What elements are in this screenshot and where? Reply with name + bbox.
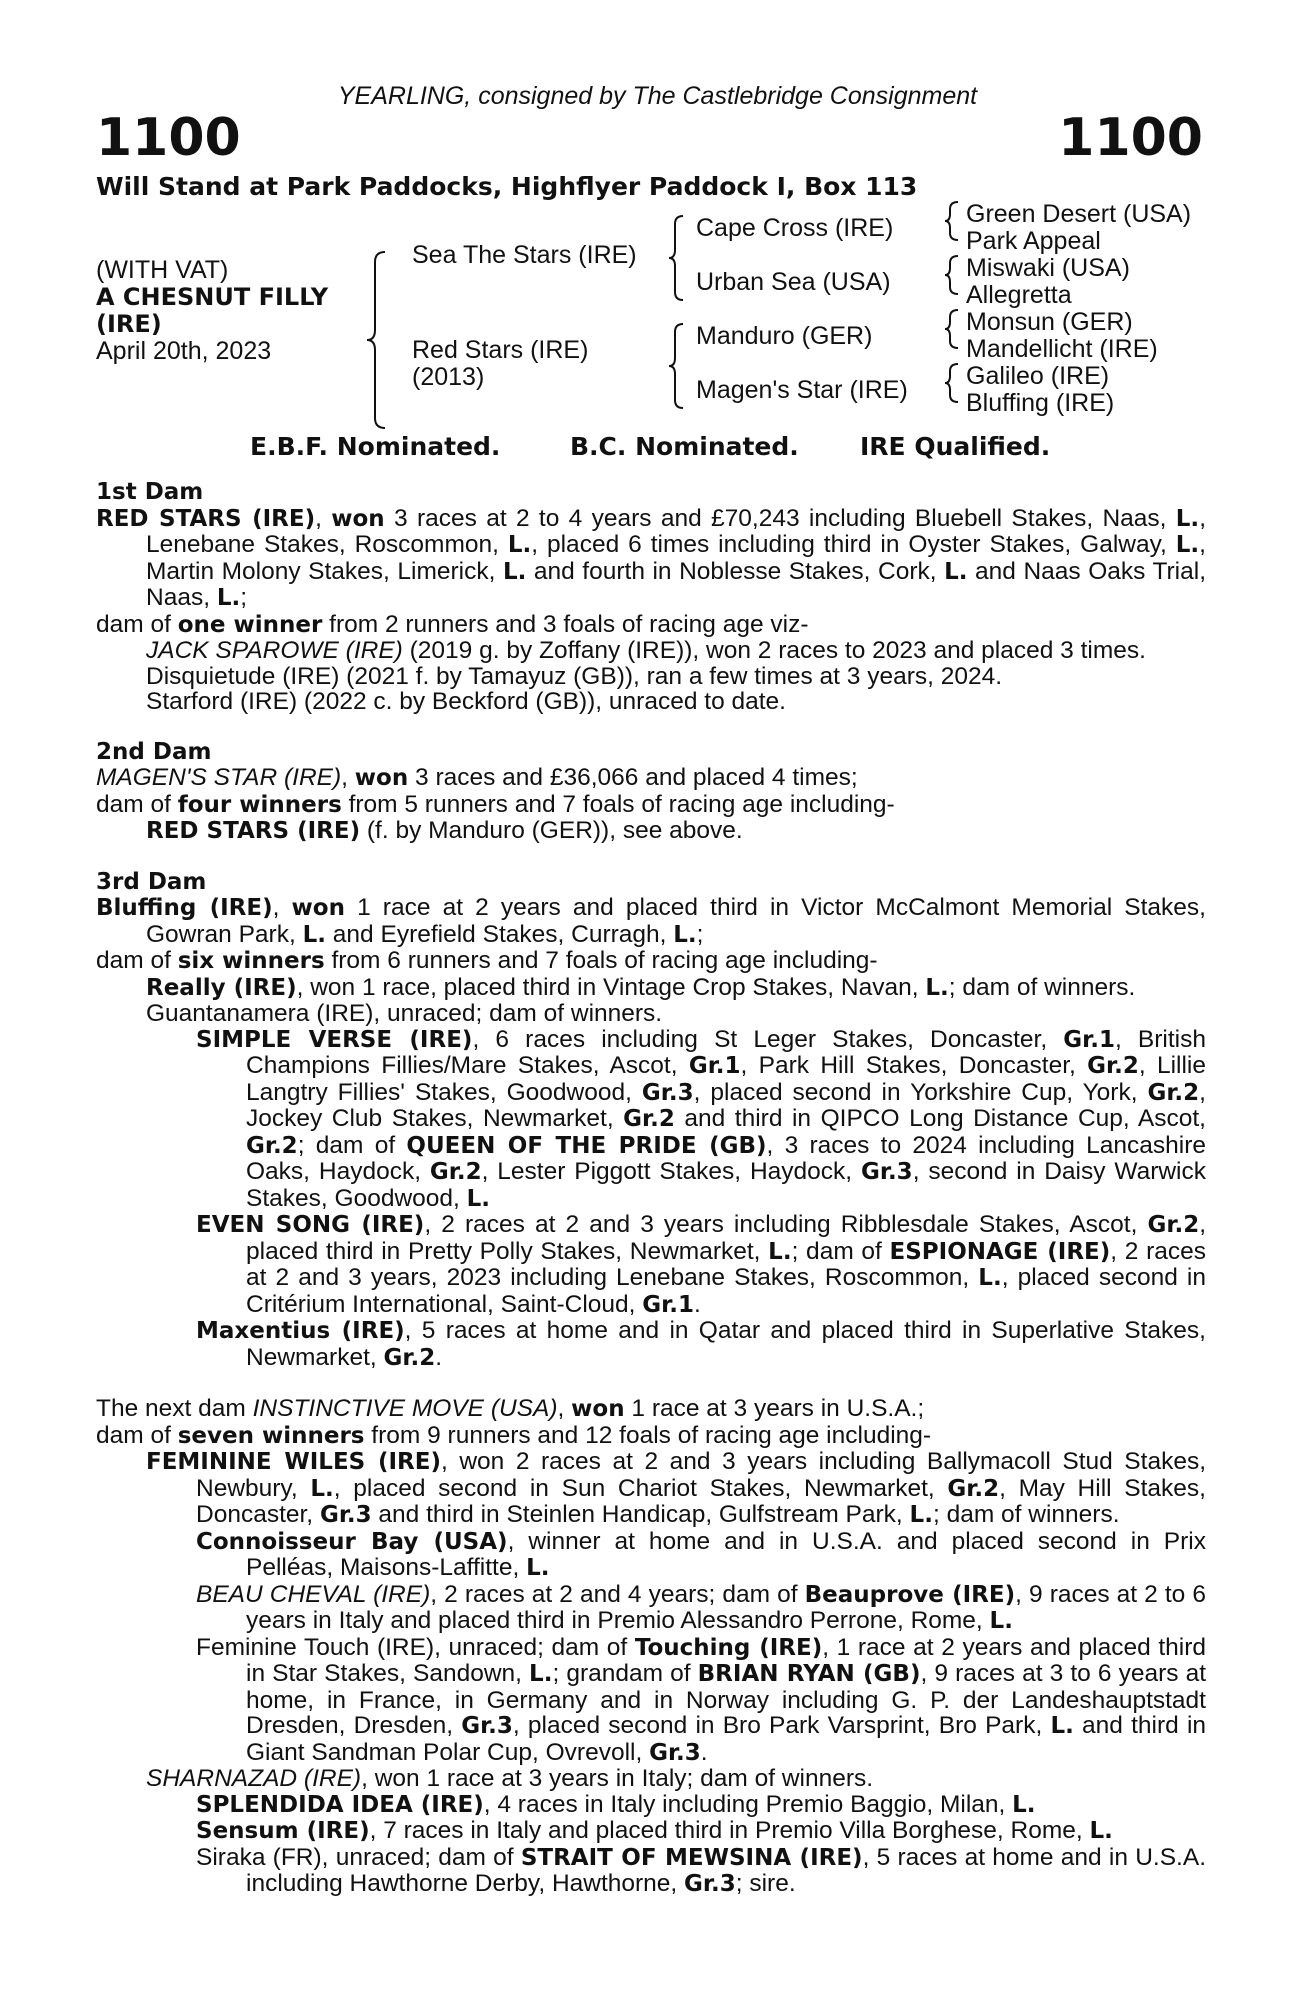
produce-item (96, 1212, 1206, 1318)
produce-item (96, 1027, 1206, 1213)
winners-count: one winner (177, 611, 323, 638)
won-label: won (571, 1396, 625, 1422)
group-mark: Gr.2 (383, 1344, 436, 1371)
dam-name: Red Stars (IRE) (412, 336, 589, 364)
produce-item (96, 1845, 1206, 1898)
produce-name: ESPIONAGE (IRE) (889, 1238, 1111, 1265)
vat-label: (WITH VAT) (96, 256, 229, 284)
text: , May Hill Stakes, Doncaster, (196, 1474, 1206, 1528)
text: , Park Hill Stakes, Doncaster, (740, 1052, 1088, 1079)
text: dam of (96, 947, 178, 974)
listed-mark: L. (944, 558, 968, 585)
text: ; sire. (735, 1870, 796, 1897)
sire-dam-name: Urban Sea (USA) (696, 268, 891, 296)
horse-name-country: (IRE) (96, 310, 162, 338)
ancestor-6: Mandellicht (IRE) (966, 335, 1158, 363)
listed-mark: L. (673, 921, 697, 948)
text: , British Champions Fillies/Mare Stakes, Ascot, (246, 1025, 1206, 1079)
pedigree-brackets (0, 0, 1315, 460)
next-dam-produce-summary (96, 1423, 1206, 1450)
text: , 2 races at 2 and 3 years, 2023 including Lenebane Stakes, Roscommon, (246, 1237, 1206, 1291)
listed-mark: L. (216, 585, 241, 611)
produce-name: SPLENDIDA IDEA (IRE) (196, 1791, 484, 1818)
ancestor-5: Monsun (GER) (966, 308, 1133, 336)
bracket-g2 (945, 256, 958, 294)
text: 3 races at 2 to 4 years and £70,243 including Bluebell Stakes, Naas, (384, 504, 1176, 532)
produce-name: BRIAN RYAN (GB) (697, 1661, 921, 1687)
group-mark: Gr.1 (1063, 1026, 1115, 1053)
ancestor-4: Allegretta (966, 281, 1072, 309)
text: . (693, 1290, 701, 1318)
listed-mark: L. (310, 1475, 334, 1502)
text: ; dam of (297, 1131, 407, 1159)
produce-item (96, 1582, 1206, 1635)
text: from 5 runners and 7 foals of racing age including- (341, 790, 895, 818)
group-mark: Gr.2 (1147, 1079, 1200, 1106)
sale-subtitle: YEARLING, consigned by The Castlebridge Consignment (337, 82, 978, 110)
text: , 9 races at 2 to 6 years in Italy and placed third in Premio Alessandro Perrone, Rome, (246, 1580, 1206, 1634)
text: and third in QIPCO Long Distance Cup, Ascot, (674, 1105, 1206, 1132)
text: , placed second in Yorkshire Cup, York, (693, 1078, 1148, 1106)
won-label: won (354, 765, 409, 791)
third-dam-record: Bluffing (IRE), won 1 race at 2 years and placed third in Victor McCalmont Memorial Stakes, Gowran Park, L. and Eyrefield Stakes, Curragh, L.; (96, 894, 1206, 948)
text: Feminine Touch (IRE), unraced; dam of (196, 1633, 635, 1661)
text: and third in Giant Sandman Polar Cup, Ovrevoll, (246, 1712, 1207, 1766)
text: , 2 races at 2 and 3 years including Ribblesdale Stakes, Ascot, (424, 1211, 1148, 1238)
bracket-dam (669, 324, 683, 408)
ancestor-8: Bluffing (IRE) (966, 389, 1115, 417)
text: , placed second in Sun Chariot Stakes, Newmarket, (333, 1474, 948, 1502)
first-dam-name: RED STARS (IRE) (96, 505, 316, 532)
group-mark: Gr.3 (319, 1502, 372, 1528)
text: ; (696, 920, 704, 948)
listed-mark: L. (1175, 505, 1200, 532)
text: and fourth in Noblesse Stakes, Cork, (526, 557, 945, 585)
text: , second in Daisy Warwick Stakes, Goodwood, (246, 1158, 1206, 1212)
text: (2019 g. by Zoffany (IRE)), won 2 races to 2023 and placed 3 times. (402, 637, 1146, 664)
produce-name: Sensum (IRE) (196, 1818, 370, 1844)
produce-item (96, 1529, 1206, 1582)
ancestor-3: Miswaki (USA) (966, 254, 1130, 282)
spacer (96, 845, 1206, 870)
text: (f. by Manduro (GER)), see above. (360, 817, 743, 844)
text: ; (240, 584, 248, 611)
produce-name: BEAU CHEVAL (IRE) (196, 1580, 431, 1608)
text: , 9 races at 3 to 6 years at home, in France, in Germany and in Norway including G. P. der Landeshauptstadt Dresden, Dresden, (246, 1660, 1206, 1739)
bracket-g1 (945, 202, 958, 240)
group-mark: Gr.2 (1087, 1053, 1139, 1079)
produce-name: RED STARS (IRE) (146, 818, 361, 844)
text: dam of (96, 1421, 178, 1449)
text: , Lillie Langtry Fillies' Stakes, Goodwood, (246, 1052, 1206, 1106)
text: , 1 race at 2 years and placed third in Star Stakes, Sandown, (246, 1633, 1206, 1687)
bracket-sire (669, 216, 683, 300)
group-mark: Gr.2 (623, 1106, 675, 1132)
produce-item (96, 1792, 1206, 1819)
bracket-main (367, 252, 385, 428)
text: , placed second in Bro Park Varsprint, Bro Park, (512, 1712, 1051, 1739)
text: , placed 6 times including third in Oyster Stakes, Galway, (531, 531, 1176, 558)
text: , 7 races in Italy and placed third in Premio Villa Borghese, Rome, (369, 1817, 1090, 1844)
produce-name: EVEN SONG (IRE) (196, 1212, 425, 1238)
group-mark: Gr.3 (641, 1079, 694, 1106)
listed-mark: L. (526, 1555, 550, 1581)
spacer (96, 715, 1206, 740)
text: , Lenebane Stakes, Roscommon, (146, 504, 1206, 558)
produce-name: JACK SPAROWE (IRE) (146, 637, 403, 664)
listed-mark: L. (466, 1185, 491, 1212)
text: dam of (96, 610, 178, 638)
text: , 3 races to 2024 including Lancashire Oaks, Haydock, (246, 1131, 1206, 1185)
text: , won 1 race at 3 years in Italy; dam of winners. (361, 1765, 874, 1792)
produce-name: Touching (IRE) (634, 1634, 823, 1661)
second-dam-produce-summary (96, 792, 1206, 819)
listed-mark: L. (529, 1661, 553, 1687)
catalogue-body (96, 480, 1206, 1898)
text: , placed third in Pretty Polly Stakes, Newmarket, (246, 1211, 1207, 1265)
ancestor-2: Park Appeal (966, 227, 1101, 255)
winners-count: seven winners (177, 1422, 365, 1449)
group-mark: Gr.2 (947, 1475, 1000, 1502)
listed-mark: L. (925, 974, 949, 1001)
won-label: won (331, 505, 385, 532)
ebf-nomination: E.B.F. Nominated. (250, 432, 501, 461)
produce-item (96, 1818, 1206, 1845)
produce-name: Beauprove (IRE) (804, 1581, 1016, 1608)
second-dam-name: MAGEN'S STAR (IRE) (96, 764, 342, 791)
horse-name: A CHESNUT FILLY (96, 283, 329, 311)
produce-item (96, 1449, 1206, 1529)
won-label: won (291, 895, 345, 921)
produce-item (96, 818, 1206, 845)
text: The next dam (96, 1395, 253, 1422)
third-dam-heading: 3rd Dam (96, 868, 207, 895)
winners-count: six winners (177, 948, 325, 974)
first-dam-produce-summary (96, 612, 1206, 639)
produce-item: Starford (IRE) (2022 c. by Beckford (GB)), unraced to date. (146, 688, 786, 715)
listed-mark: L. (1050, 1713, 1074, 1739)
text: and third in Steinlen Handicap, Gulfstream Park, (371, 1501, 910, 1528)
text: from 2 runners and 3 foals of racing age viz- (322, 610, 809, 638)
dam-sire-name: Manduro (GER) (696, 322, 873, 350)
winners-count: four winners (177, 791, 342, 818)
text: from 9 runners and 12 foals of racing age including- (364, 1421, 932, 1449)
bracket-g3 (945, 310, 958, 348)
produce-name: FEMININE WILES (IRE) (146, 1449, 441, 1475)
text: , won 2 races at 2 and 3 years including Ballymacoll Stud Stakes, Newbury, (196, 1448, 1207, 1502)
second-dam-record: MAGEN'S STAR (IRE), won 3 races and £36,066 and placed 4 times; (96, 764, 858, 791)
listed-mark: L. (1175, 532, 1200, 558)
produce-name: SIMPLE VERSE (IRE) (196, 1026, 473, 1053)
text: , 2 races at 2 and 4 years; dam of (430, 1580, 805, 1608)
text: , placed second in Critérium International, Saint-Cloud, (246, 1264, 1207, 1318)
text: Siraka (FR), unraced; dam of (196, 1843, 521, 1871)
text: ; grandam of (552, 1660, 698, 1687)
text: 3 races and £36,066 and placed 4 times; (408, 764, 858, 791)
group-mark: Gr.2 (1147, 1212, 1200, 1238)
group-mark: Gr.2 (246, 1132, 298, 1159)
produce-name: QUEEN OF THE PRIDE (GB) (406, 1132, 767, 1159)
text: , Martin Molony Stakes, Limerick, (146, 531, 1206, 585)
text: , winner at home and in U.S.A. and placed second in Prix Pelléas, Maisons-Laffitte, (246, 1527, 1207, 1581)
text: , 5 races at home and in U.S.A. including Hawthorne Derby, Hawthorne, (246, 1843, 1206, 1897)
produce-item: Guantanamera (IRE), unraced; dam of winners. (146, 1000, 663, 1027)
listed-mark: L. (1012, 1791, 1036, 1818)
spacer (96, 1371, 1206, 1396)
sire-sire-name: Cape Cross (IRE) (696, 214, 894, 242)
text: 1 race at 2 years and placed third in Victor McCalmont Memorial Stakes, Gowran Park, (146, 894, 1206, 948)
stable-location: Will Stand at Park Paddocks, Highflyer Paddock I, Box 113 (96, 172, 918, 201)
bc-nomination: B.C. Nominated. (570, 432, 799, 461)
listed-mark: L. (909, 1502, 933, 1528)
text: ; dam of winners. (948, 973, 1136, 1001)
lot-number-right: 1100 (1058, 108, 1203, 168)
group-mark: Gr.3 (461, 1713, 513, 1739)
text: , Lester Piggott Stakes, Haydock, (481, 1158, 861, 1185)
listed-mark: L. (989, 1608, 1013, 1634)
text: dam of (96, 790, 178, 818)
produce-name: Really (IRE) (146, 974, 297, 1001)
group-mark: Gr.2 (429, 1159, 482, 1185)
text: , 6 races including St Leger Stakes, Doncaster, (472, 1025, 1064, 1053)
produce-name: Connoisseur Bay (USA) (196, 1528, 508, 1555)
dam-year: (2013) (412, 363, 485, 391)
next-dam-name: INSTINCTIVE MOVE (USA) (252, 1395, 558, 1422)
group-mark: Gr.3 (684, 1871, 736, 1897)
text: from 6 runners and 7 foals of racing age including- (324, 947, 878, 974)
group-mark: Gr.1 (642, 1291, 694, 1318)
group-mark: Gr.1 (688, 1053, 741, 1079)
produce-item (96, 638, 1206, 664)
produce-item: Disquietude (IRE) (2021 f. by Tamayuz (GB)), ran a few times at 3 years, 2024. (146, 662, 1003, 690)
next-dam-record: The next dam INSTINCTIVE MOVE (USA), won 1 race at 3 years in U.S.A.; (96, 1395, 925, 1422)
produce-item (96, 1318, 1206, 1371)
produce-name: Maxentius (IRE) (196, 1318, 405, 1344)
produce-name: STRAIT OF MEWSINA (IRE) (520, 1844, 863, 1871)
dam-dam-name: Magen's Star (IRE) (696, 376, 908, 404)
produce-item (96, 1635, 1206, 1767)
listed-mark: L. (507, 532, 532, 558)
foaling-date: April 20th, 2023 (96, 337, 272, 365)
second-dam-heading: 2nd Dam (96, 738, 212, 765)
ire-qualification: IRE Qualified. (860, 432, 1051, 461)
ancestor-7: Galileo (IRE) (966, 362, 1110, 390)
text: , won 1 race, placed third in Vintage Crop Stakes, Navan, (296, 973, 926, 1001)
text: . (700, 1738, 708, 1766)
text: and Naas Oaks Trial, Naas, (146, 557, 1207, 611)
text: . (435, 1343, 443, 1371)
sire-name: Sea The Stars (IRE) (412, 241, 637, 269)
lot-number-left: 1100 (96, 108, 241, 168)
third-dam-name: Bluffing (IRE) (96, 895, 273, 921)
produce-item (96, 1766, 1206, 1792)
text: 1 race at 3 years in U.S.A.; (624, 1395, 925, 1422)
produce-name: SHARNAZAD (IRE) (146, 1765, 362, 1792)
produce-item (96, 975, 1206, 1002)
text: ; dam of winners. (932, 1501, 1120, 1528)
listed-mark: L. (302, 921, 326, 948)
ancestor-1: Green Desert (USA) (966, 200, 1192, 228)
first-dam-record: RED STARS (IRE), won 3 races at 2 to 4 years and £70,243 including Bluebell Stakes, Naas, L., Lenebane Stakes, Roscommon, L., placed 6 times including third in Oyster Stakes, Galway, L., Martin Molony Stakes, Limerick, L. and fourth in Noblesse Stakes, Cork, L. and Naas Oaks Trial, Naas, L.; (96, 504, 1207, 611)
listed-mark: L. (978, 1265, 1002, 1291)
group-mark: Gr.3 (649, 1739, 701, 1766)
first-dam-heading: 1st Dam (96, 479, 204, 505)
listed-mark: L. (502, 558, 527, 585)
text: , 5 races at home and in Qatar and placed third in Superlative Stakes, Newmarket, (246, 1317, 1206, 1371)
text: , 4 races in Italy including Premio Baggio, Milan, (483, 1790, 1013, 1818)
bracket-g4 (945, 364, 958, 402)
listed-mark: L. (1089, 1818, 1113, 1844)
text: , Jockey Club Stakes, Newmarket, (246, 1078, 1206, 1132)
listed-mark: L. (768, 1238, 792, 1265)
text: ; dam of (791, 1237, 890, 1265)
third-dam-produce-summary (96, 948, 1206, 975)
group-mark: Gr.3 (861, 1159, 913, 1185)
text: and Eyrefield Stakes, Curragh, (326, 920, 674, 948)
